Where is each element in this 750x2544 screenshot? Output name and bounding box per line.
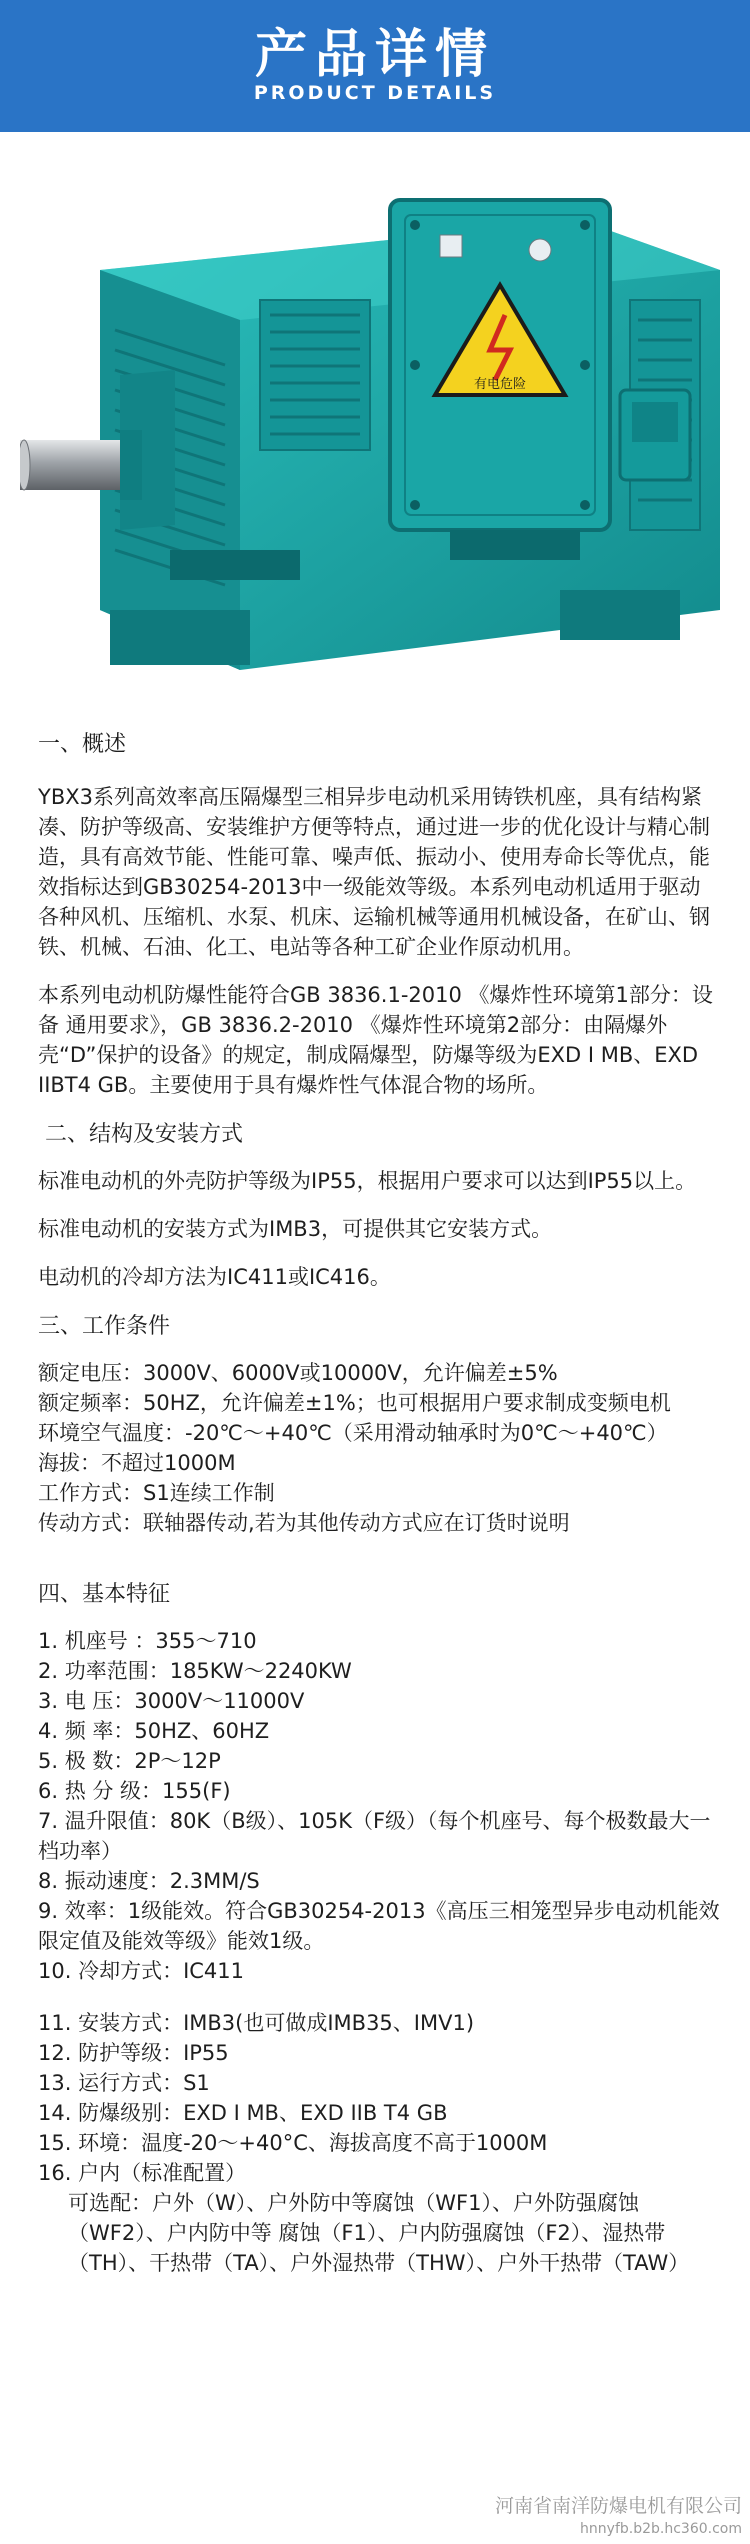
structure-paragraph: 电动机的冷却方法为IC411或IC416。 [38, 1265, 391, 1289]
feature-item: 6. 热 分 级：155(F) [38, 1779, 231, 1803]
conditions-heading: 三、工作条件 [38, 1314, 171, 1339]
warning-label: 有电危险 [473, 377, 527, 392]
condition-item: 环境空气温度：-20℃～+40℃（采用滑动轴承时为0℃～+40℃） [38, 1421, 668, 1445]
feature-item: 14. 防爆级别：EXD I MB、EXD IIB T4 GB [38, 2101, 448, 2125]
feature-item: 16. 户内（标准配置） [38, 2161, 247, 2185]
condition-item: 海拔：不超过1000M [38, 1451, 236, 1475]
feature-item: 12. 防护等级：IP55 [38, 2041, 229, 2065]
feature-item: 1. 机座号 ：355～710 [38, 1629, 257, 1653]
header-banner [0, 0, 750, 132]
feature-item: 13. 运行方式：S1 [38, 2071, 210, 2095]
page-title: 产品详情 [254, 24, 495, 85]
motor-illustration [20, 200, 720, 670]
structure-paragraph: 标准电动机的外壳防护等级为IP55，根据用户要求可以达到IP55以上。 [38, 1169, 697, 1193]
footer-watermark [495, 2494, 742, 2538]
product-description [38, 730, 720, 2278]
company-url: hnnyfb.b2b.hc360.com [580, 2521, 742, 2537]
condition-item: 额定频率：50HZ，允许偏差±1%；也可根据用户要求制成变频电机 [38, 1391, 671, 1415]
structure-paragraph: 标准电动机的安装方式为IMB3，可提供其它安装方式。 [38, 1217, 553, 1241]
feature-item: 3. 电 压：3000V～11000V [38, 1689, 305, 1713]
motor-product-image [20, 180, 740, 680]
feature-item: 5. 极 数：2P～12P [38, 1749, 221, 1773]
condition-item: 额定电压：3000V、6000V或10000V，允许偏差±5% [38, 1361, 558, 1385]
feature-item: 11. 安装方式：IMB3(也可做成IMB35、IMV1) [38, 2011, 475, 2035]
condition-item: 传动方式：联轴器传动,若为其他传动方式应在订货时说明 [38, 1511, 570, 1535]
feature-item: 10. 冷却方式：IC411 [38, 1959, 245, 1983]
optional-configurations: 可选配：户外（W）、户外防中等腐蚀（WF1）、户外防强腐蚀（WF2）、户内防中等 腐蚀（F1）、户内防强腐蚀（F2）、湿热带（TH）、干热带（TA）、户外湿热带（THW）、户外干热带（TAW） [68, 2191, 690, 2275]
feature-item: 4. 频 率：50HZ、60HZ [38, 1719, 270, 1743]
overview-heading: 一、概述 [38, 732, 127, 757]
structure-heading: 二、结构及安装方式 [38, 1122, 243, 1147]
feature-item: 2. 功率范围：185KW～2240KW [38, 1659, 352, 1683]
overview-paragraph: 本系列电动机防爆性能符合GB 3836.1-2010 《爆炸性环境第1部分：设备 通用要求》，GB 3836.2-2010 《爆炸性环境第2部分：由隔爆外壳“D”保护的设备》的规定，制成隔爆型，防爆等级为EXD I MB、EXD IIBT4 GB。主要使用于具有爆炸性气体混合物的场所。 [38, 983, 713, 1097]
feature-item: 9. 效率：1级能效。符合GB30254-2013《高压三相笼型异步电动机能效限定值及能效等级》能效1级。 [38, 1899, 720, 1953]
condition-item: 工作方式：S1连续工作制 [38, 1481, 275, 1505]
feature-item: 7. 温升限值：80K（B级）、105K（F级）（每个机座号、每个极数最大一档功率） [38, 1809, 711, 1863]
page-subtitle: PRODUCT DETAILS [253, 82, 497, 104]
overview-paragraph: YBX3系列高效率高压隔爆型三相异步电动机采用铸铁机座，具有结构紧凑、防护等级高、安装维护方便等特点，通过进一步的优化设计与精心制造，具有高效节能、性能可靠、噪声低、振动小、使用寿命长等优点，能效指标达到GB30254-2013中一级能效等级。本系列电动机适用于驱动各种风机、压缩机、水泵、机床、运输机械等通用机械设备，在矿山、钢铁、机械、石油、化工、电站等各种工矿企业作原动机用。 [38, 785, 710, 959]
features-heading: 四、基本特征 [38, 1582, 171, 1607]
company-name: 河南省南洋防爆电机有限公司 [494, 2495, 742, 2517]
feature-item: 8. 振动速度：2.3MM/S [38, 1869, 260, 1893]
feature-item: 15. 环境：温度-20～+40°C、海拔高度不高于1000M [38, 2131, 548, 2155]
